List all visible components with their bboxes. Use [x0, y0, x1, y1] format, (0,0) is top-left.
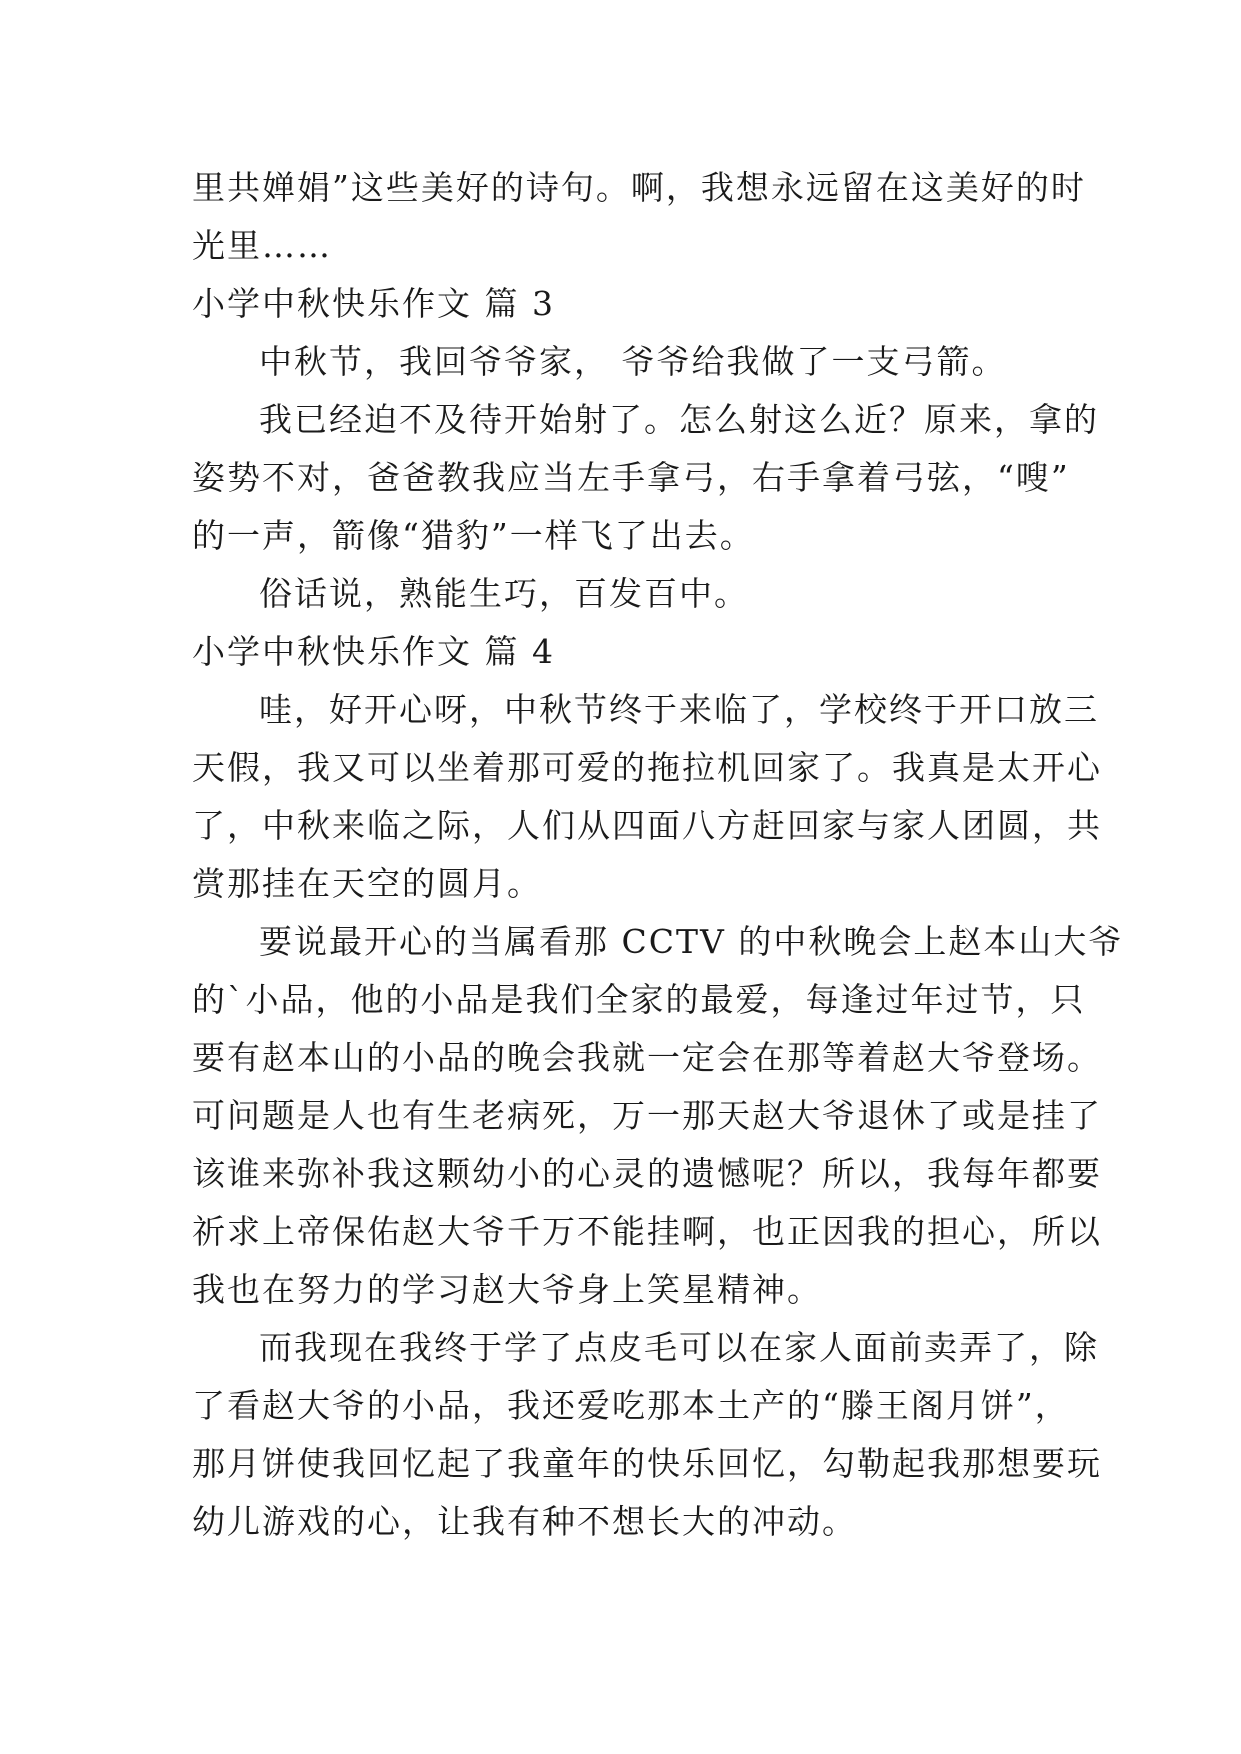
text-line: 的一声，箭像“猎豹”一样飞了出去。 — [192, 516, 755, 555]
paragraph-start: 要说最开心的当属看那 CCTV 的中秋晚会上赵本山大爷 — [259, 922, 1124, 961]
paragraph-start: 中秋节，我回爷爷家， 爷爷给我做了一支弓箭。 — [259, 342, 1007, 381]
text-line: 了看赵大爷的小品，我还爱吃那本土产的“滕王阁月饼”， — [192, 1386, 1070, 1425]
section-heading: 小学中秋快乐作文 篇 4 — [192, 632, 555, 671]
text-line: 光里…… — [192, 226, 332, 265]
text-line: 我也在努力的学习赵大爷身上笑星精神。 — [192, 1270, 822, 1309]
text-line: 里共婵娟”这些美好的诗句。啊，我想永远留在这美好的时 — [192, 168, 1086, 207]
text-line: 的`小品，他的小品是我们全家的最爱，每逢过年过节，只 — [192, 980, 1086, 1019]
text-line: 天假，我又可以坐着那可爱的拖拉机回家了。我真是太开心 — [192, 748, 1102, 787]
text-line: 姿势不对，爸爸教我应当左手拿弓，右手拿着弓弦，“嗖” — [192, 458, 1070, 497]
paragraph-start: 俗话说，熟能生巧，百发百中。 — [259, 574, 749, 613]
paragraph-start: 而我现在我终于学了点皮毛可以在家人面前卖弄了，除 — [259, 1328, 1099, 1367]
text-line: 要有赵本山的小品的晚会我就一定会在那等着赵大爷登场。 — [192, 1038, 1102, 1077]
paragraph-start: 哇，好开心呀，中秋节终于来临了，学校终于开口放三 — [259, 690, 1099, 729]
section-heading: 小学中秋快乐作文 篇 3 — [192, 284, 555, 323]
text-line: 祈求上帝保佑赵大爷千万不能挂啊，也正因我的担心，所以 — [192, 1212, 1102, 1251]
text-line: 可问题是人也有生老病死，万一那天赵大爷退休了或是挂了 — [192, 1096, 1102, 1135]
paragraph-start: 我已经迫不及待开始射了。怎么射这么近？原来，拿的 — [259, 400, 1099, 439]
text-line: 赏那挂在天空的圆月。 — [192, 864, 542, 903]
text-line: 了，中秋来临之际，人们从四面八方赶回家与家人团圆，共 — [192, 806, 1102, 845]
text-line: 那月饼使我回忆起了我童年的快乐回忆，勾勒起我那想要玩 — [192, 1444, 1102, 1483]
text-line: 幼儿游戏的心，让我有种不想长大的冲动。 — [192, 1502, 857, 1541]
text-line: 该谁来弥补我这颗幼小的心灵的遗憾呢？所以，我每年都要 — [192, 1154, 1102, 1193]
